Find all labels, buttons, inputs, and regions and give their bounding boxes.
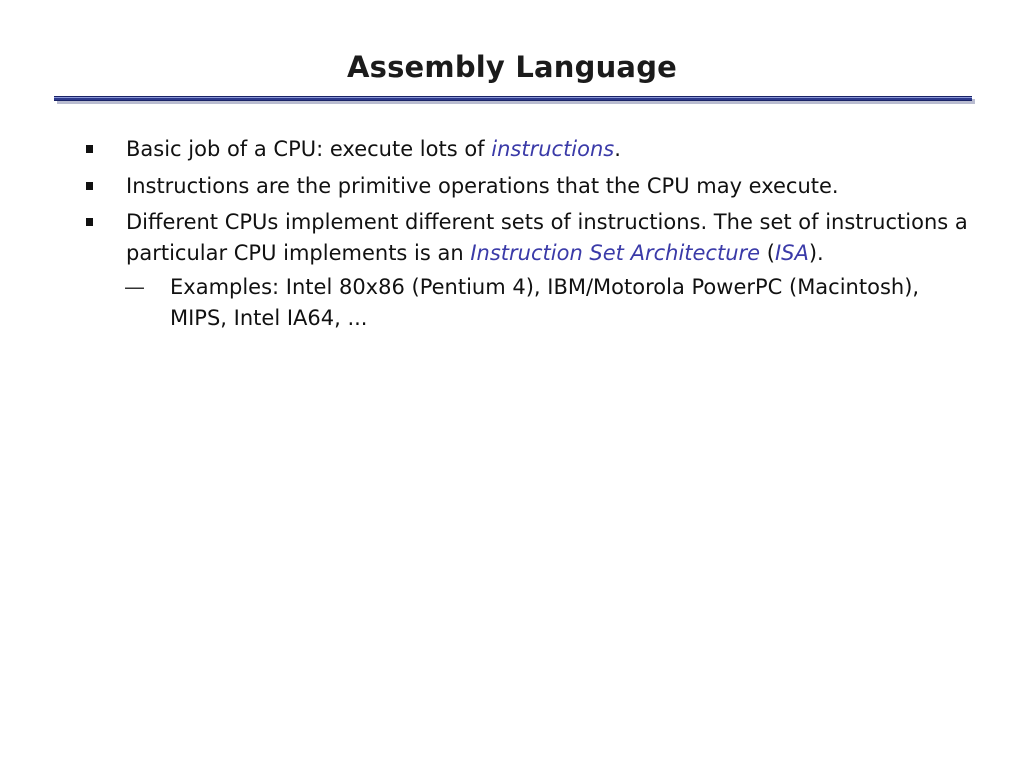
emphasis-term: instructions [491,137,615,161]
square-bullet-icon [86,182,93,190]
square-bullet-icon [86,145,93,153]
sub-bullet-text: Examples: Intel 80x86 (Pentium 4), IBM/Motorola PowerPC (Macintosh), MIPS, Intel IA64, ... [170,275,920,330]
title-underline [54,96,975,106]
slide-title: Assembly Language [346,50,678,84]
bullet-item [86,134,976,165]
bullet-item [86,207,976,268]
bullet-text: Instructions are the primitive operations that the CPU may execute. [126,173,839,198]
square-bullet-icon [86,218,93,226]
title-underline-highlight [54,97,972,98]
bullet-text: Different CPUs implement different sets of instructions. The set of instructions a particular CPU implements is an [126,210,968,265]
bullet-list [86,134,976,333]
emphasis-acronym: ISA [774,240,809,265]
bullet-text: Basic job of a CPU: execute lots of [126,137,492,161]
bullet-text-end: ). [808,240,824,265]
sub-bullet-item [86,272,976,333]
bullet-item [86,171,976,202]
bullet-text-end: . [614,137,621,161]
bullet-text-mid: ( [760,240,775,265]
emphasis-term: Instruction Set Architecture [470,240,761,265]
dash-bullet-icon: — [124,275,145,299]
